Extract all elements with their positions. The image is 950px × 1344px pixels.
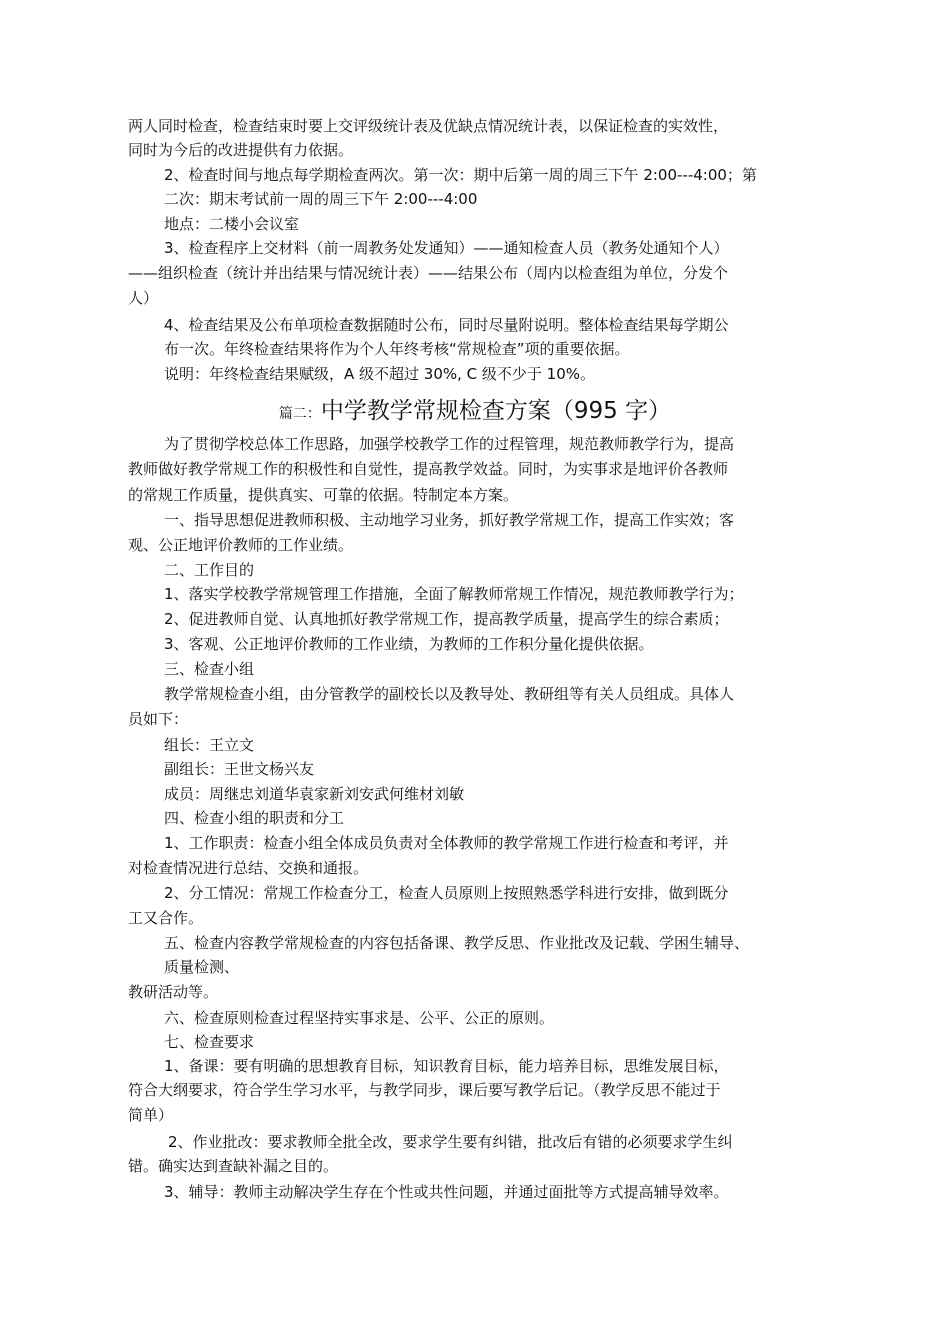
text-line: 七、检查要求 [164, 1033, 255, 1051]
text-line: 质量检测、 [164, 958, 240, 976]
section-title-main: 中学教学常规检查方案（995 字） [320, 398, 672, 424]
text-line: 教学常规检查小组，由分管教学的副校长以及教导处、教研组等有关人员组成。具体人 [164, 685, 735, 703]
text-line: 两人同时检查，检查结束时要上交评级统计表及优缺点情况统计表，以保证检查的实效性， [128, 117, 729, 135]
text-line: 地点：二楼小会议室 [164, 215, 300, 233]
text-line: 五、检查内容教学常规检查的内容包括备课、教学反思、作业批改及记载、学困生辅导、 [164, 934, 750, 952]
text-line: 1、落实学校教学常规管理工作措施，全面了解教师常规工作情况，规范教师教学行为； [164, 585, 744, 603]
text-line: 2、促进教师自觉、认真地抓好教学常规工作，提高教学质量，提高学生的综合素质； [164, 610, 729, 628]
text-line: ——组织检查（统计并出结果与情况统计表）——结果公布（周内以检查组为单位，分发个 [128, 264, 729, 282]
text-line: 二、工作目的 [164, 561, 255, 579]
text-line: 为了贯彻学校总体工作思路，加强学校教学工作的过程管理，规范教师教学行为，提高 [164, 435, 735, 453]
text-line: 组长：王立文 [164, 736, 255, 754]
text-line: 说明：年终检查结果赋级，A 级不超过 30%, C 级不少于 10%。 [164, 365, 596, 383]
text-line: 2、分工情况：常规工作检查分工，检查人员原则上按照熟悉学科进行安排，做到既分 [164, 884, 729, 902]
text-line: 一、指导思想促进教师积极、主动地学习业务，抓好教学常规工作，提高工作实效；客 [164, 511, 735, 529]
text-line: 二次：期末考试前一周的周三下午 2:00---4:00 [164, 190, 478, 208]
text-line: 观、公正地评价教师的工作业绩。 [128, 536, 354, 554]
text-line: 人） [128, 289, 159, 307]
text-line: 3、辅导：教师主动解决学生存在个性或共性问题，并通过面批等方式提高辅导效率。 [164, 1183, 729, 1201]
text-line: 同时为今后的改进提供有力依据。 [128, 141, 354, 159]
text-line: 3、检查程序上交材料（前一周教务处发通知）——通知检查人员（教务处通知个人） [164, 239, 729, 257]
text-line: 对检查情况进行总结、交换和通报。 [128, 859, 369, 877]
text-line: 三、检查小组 [164, 660, 255, 678]
text-line: 六、检查原则检查过程坚持实事求是、公平、公正的原则。 [164, 1009, 555, 1027]
text-line: 的常规工作质量，提供真实、可靠的依据。特制定本方案。 [128, 486, 519, 504]
section-title-prefix: 篇二： [278, 406, 321, 422]
text-line: 成员：周继忠刘道华袁家新刘安武何维材刘敏 [164, 785, 465, 803]
text-line: 错。确实达到查缺补漏之目的。 [128, 1157, 339, 1175]
text-line: 员如下： [128, 710, 189, 728]
text-line: 符合大纲要求，符合学生学习水平，与教学同步，课后要写教学后记。（教学反思不能过于 [128, 1081, 721, 1099]
text-line: 教研活动等。 [128, 983, 219, 1001]
text-line: 教师做好教学常规工作的积极性和自觉性，提高教学效益。同时，为实事求是地评价各教师 [128, 460, 729, 478]
text-line: 简单） [128, 1106, 174, 1124]
text-line: 1、备课：要有明确的思想教育目标，知识教育目标，能力培养目标，思维发展目标， [164, 1057, 729, 1075]
text-line: 工又合作。 [128, 909, 204, 927]
text-line: 四、检查小组的职责和分工 [164, 809, 345, 827]
text-line: 1、工作职责：检查小组全体成员负责对全体教师的教学常规工作进行检查和考评，并 [164, 834, 729, 852]
text-line: 4、检查结果及公布单项检查数据随时公布，同时尽量附说明。整体检查结果每学期公 [164, 316, 729, 334]
text-line: 2、检查时间与地点每学期检查两次。第一次：期中后第一周的周三下午 2:00---4:00；第 [164, 166, 757, 184]
section-title [0, 392, 950, 425]
text-line: 3、客观、公正地评价教师的工作业绩，为教师的工作积分量化提供依据。 [164, 635, 654, 653]
text-line: 副组长：王世文杨兴友 [164, 760, 315, 778]
text-line: 布一次。年终检查结果将作为个人年终考核“常规检查”项的重要依据。 [164, 340, 630, 358]
text-line: 2、作业批改：要求教师全批全改，要求学生要有纠错，批改后有错的必须要求学生纠 [168, 1133, 733, 1151]
